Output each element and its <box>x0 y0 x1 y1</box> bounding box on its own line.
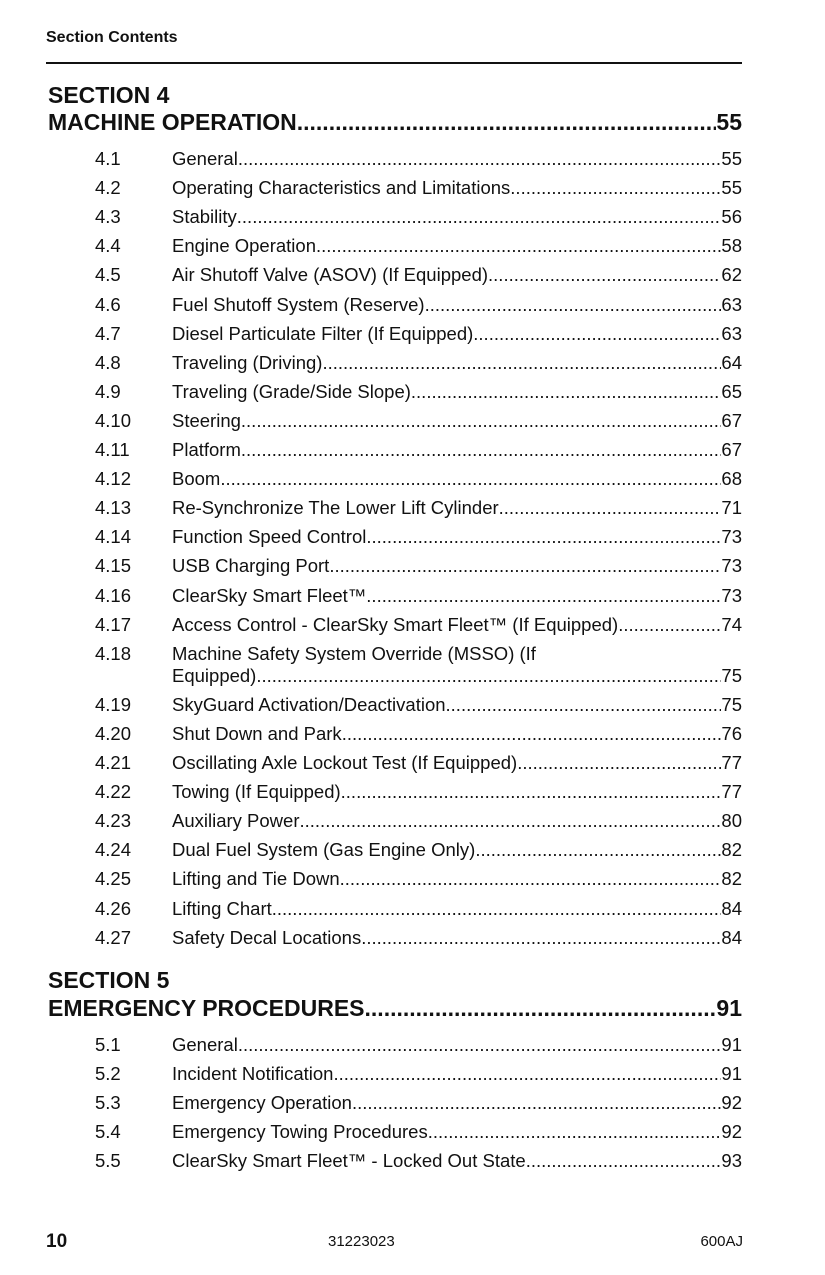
entry-number: 4.2 <box>95 177 121 199</box>
entry-number: 4.4 <box>95 235 121 257</box>
section-label: SECTION 4 <box>48 82 170 108</box>
entry-number: 4.15 <box>95 555 132 577</box>
entry-page: 67 <box>721 409 742 431</box>
entry-title-row <box>172 352 742 374</box>
dot-leader <box>366 585 721 607</box>
section-title-row <box>48 108 742 136</box>
toc-entry <box>95 810 742 832</box>
entry-title-row <box>172 497 742 519</box>
page-header: Section Contents <box>46 29 178 46</box>
section-page: 55 <box>716 109 742 135</box>
dot-leader <box>428 1121 722 1143</box>
entry-title-row <box>172 381 742 403</box>
entry-title: Equipped) <box>172 664 257 686</box>
entry-number: 4.8 <box>95 351 121 373</box>
toc-entry <box>95 839 742 861</box>
entry-title: Emergency Towing Procedures <box>172 1121 428 1143</box>
entry-page: 63 <box>721 322 742 344</box>
entry-number: 5.5 <box>95 1150 121 1172</box>
dot-leader <box>475 839 721 861</box>
entry-page: 65 <box>721 380 742 402</box>
dot-leader <box>297 108 717 136</box>
entry-title-row <box>172 1121 742 1143</box>
entry-title: Access Control - ClearSky Smart Fleet™ (If Equipped) <box>172 613 619 635</box>
entry-number: 4.25 <box>95 868 132 890</box>
entry-title: Shut Down and Park <box>172 722 342 744</box>
dot-leader <box>333 1063 721 1085</box>
entry-title: Steering <box>172 409 241 431</box>
entry-title-row <box>172 1092 742 1114</box>
entry-page: 76 <box>721 722 742 744</box>
dot-leader <box>510 177 721 199</box>
entry-number: 4.24 <box>95 839 132 861</box>
entry-title-row <box>172 177 742 199</box>
entry-page: 73 <box>721 584 742 606</box>
entry-title-row <box>172 898 742 920</box>
dot-leader <box>342 723 722 745</box>
dot-leader <box>473 323 721 345</box>
entry-page: 82 <box>721 839 742 861</box>
entry-number: 4.27 <box>95 926 132 948</box>
entry-page: 68 <box>721 468 742 490</box>
toc-entry <box>95 264 742 286</box>
toc-entry <box>95 585 742 607</box>
dot-leader <box>499 497 722 519</box>
entry-page: 80 <box>721 810 742 832</box>
entry-title-row <box>172 206 742 228</box>
entry-title-row <box>172 723 742 745</box>
toc-entry <box>95 614 742 636</box>
entry-page: 73 <box>721 555 742 577</box>
entry-page: 92 <box>721 1092 742 1114</box>
toc-entry <box>95 294 742 316</box>
entry-title: Boom <box>172 468 221 490</box>
entry-number: 4.9 <box>95 380 121 402</box>
entry-number: 4.13 <box>95 497 132 519</box>
entry-title-row <box>172 323 742 345</box>
document-number: 31223023 <box>328 1233 395 1250</box>
entry-page: 56 <box>721 206 742 228</box>
entry-title-row <box>172 148 742 170</box>
entry-number: 4.6 <box>95 293 121 315</box>
entry-title: SkyGuard Activation/Deactivation <box>172 693 446 715</box>
entry-title-row <box>172 694 742 716</box>
dot-leader <box>618 614 721 636</box>
entry-title: Incident Notification <box>172 1063 334 1085</box>
entry-title: Diesel Particulate Filter (If Equipped) <box>172 322 474 344</box>
toc-entry <box>95 1034 742 1056</box>
entry-title: Towing (If Equipped) <box>172 781 341 803</box>
entry-title-row <box>172 1150 742 1172</box>
entry-page: 71 <box>721 497 742 519</box>
entry-title: Dual Fuel System (Gas Engine Only) <box>172 839 476 861</box>
dot-leader <box>237 206 722 228</box>
toc-entry <box>95 1150 742 1172</box>
entry-title-row <box>172 294 742 316</box>
toc-entry <box>95 781 742 803</box>
entry-title-row <box>172 810 742 832</box>
section-title: MACHINE OPERATION <box>48 109 297 135</box>
entry-title: Engine Operation <box>172 235 316 257</box>
dot-leader <box>341 781 722 803</box>
entry-number: 4.20 <box>95 722 132 744</box>
entry-number: 4.23 <box>95 810 132 832</box>
dot-leader <box>425 294 722 316</box>
entry-title: Fuel Shutoff System (Reserve) <box>172 293 425 315</box>
entry-number: 4.18 <box>95 642 132 664</box>
entry-page: 84 <box>721 897 742 919</box>
dot-leader <box>329 555 721 577</box>
entry-title-row <box>172 927 742 949</box>
toc-entry <box>95 694 742 716</box>
dot-leader <box>220 468 721 490</box>
dot-leader <box>340 868 722 890</box>
entry-title-row <box>172 526 742 548</box>
entry-page: 73 <box>721 526 742 548</box>
entry-number: 4.3 <box>95 206 121 228</box>
toc-entry <box>95 927 742 949</box>
dot-leader <box>517 752 721 774</box>
toc-entry <box>95 1092 742 1114</box>
entry-number: 5.2 <box>95 1063 121 1085</box>
entry-title: Oscillating Axle Lockout Test (If Equipped) <box>172 752 518 773</box>
entry-page: 58 <box>721 235 742 257</box>
header-rule <box>46 62 742 64</box>
entry-title: Lifting Chart <box>172 897 272 919</box>
toc-entry <box>95 323 742 345</box>
dot-leader <box>272 898 722 920</box>
toc-entry <box>95 526 742 548</box>
entry-title: ClearSky Smart Fleet™ <box>172 584 367 606</box>
entry-title-line1: Machine Safety System Override (MSSO) (If <box>172 642 536 664</box>
entry-title-row <box>172 781 742 803</box>
entry-page: 92 <box>721 1121 742 1143</box>
model-number: 600AJ <box>700 1233 743 1250</box>
entry-number: 4.26 <box>95 897 132 919</box>
entry-title-row <box>172 839 742 861</box>
entry-number: 4.12 <box>95 468 132 490</box>
entry-title: Platform <box>172 439 241 460</box>
dot-leader <box>238 1034 722 1056</box>
entry-page: 67 <box>721 439 742 460</box>
entry-page: 55 <box>721 177 742 199</box>
dot-leader <box>238 148 722 170</box>
toc-entry <box>95 381 742 403</box>
section-title: EMERGENCY PROCEDURES <box>48 995 365 1021</box>
entry-number: 4.19 <box>95 693 132 715</box>
dot-leader <box>256 665 721 687</box>
entry-title: Lifting and Tie Down <box>172 868 340 890</box>
entry-title-row <box>172 1034 742 1056</box>
dot-leader <box>365 994 717 1022</box>
toc-entry <box>95 468 742 490</box>
entry-title-row <box>172 752 742 774</box>
entry-title-row <box>172 868 742 890</box>
entry-number: 4.7 <box>95 322 121 344</box>
entry-number: 4.17 <box>95 613 132 635</box>
entry-number: 4.10 <box>95 409 132 431</box>
dot-leader <box>488 264 721 286</box>
toc-entry <box>95 752 742 774</box>
entry-page: 77 <box>721 752 742 773</box>
dot-leader <box>526 1150 722 1172</box>
toc-entry <box>95 555 742 577</box>
toc-entry <box>95 1121 742 1143</box>
entry-title: General <box>172 1034 238 1055</box>
entry-title-row <box>172 555 742 577</box>
entry-number: 5.4 <box>95 1121 121 1143</box>
toc-entry <box>95 439 742 461</box>
dot-leader <box>411 381 722 403</box>
dot-leader <box>241 410 722 432</box>
entry-number: 4.1 <box>95 148 121 169</box>
entry-title: Traveling (Driving) <box>172 351 323 373</box>
entry-page: 75 <box>721 664 742 686</box>
entry-page: 63 <box>721 293 742 315</box>
entry-title: USB Charging Port <box>172 555 330 577</box>
entry-title-row <box>172 264 742 286</box>
dot-leader <box>352 1092 721 1114</box>
toc-entry <box>95 643 742 687</box>
entry-title: Stability <box>172 206 237 228</box>
dot-leader <box>241 439 722 461</box>
dot-leader <box>361 927 721 949</box>
dot-leader <box>366 526 721 548</box>
toc-entry <box>95 148 742 170</box>
entry-title-row <box>172 585 742 607</box>
toc-entry <box>95 352 742 374</box>
entry-page: 74 <box>721 613 742 635</box>
entry-page: 93 <box>721 1150 742 1172</box>
entry-title: Re-Synchronize The Lower Lift Cylinder <box>172 497 499 519</box>
toc-entry <box>95 177 742 199</box>
entry-page: 91 <box>721 1063 742 1085</box>
toc-entry <box>95 868 742 890</box>
entry-title-row <box>172 439 742 461</box>
entry-number: 4.21 <box>95 752 132 773</box>
entry-number: 4.16 <box>95 584 132 606</box>
entry-page: 64 <box>721 351 742 373</box>
toc-entry <box>95 497 742 519</box>
entry-page: 55 <box>721 148 742 169</box>
entry-page: 82 <box>721 868 742 890</box>
entry-title: Air Shutoff Valve (ASOV) (If Equipped) <box>172 264 489 286</box>
entry-title-row <box>172 614 742 636</box>
entry-title: Emergency Operation <box>172 1092 352 1114</box>
entry-title-row <box>172 665 742 687</box>
entry-number: 5.1 <box>95 1034 121 1055</box>
entry-page: 77 <box>721 781 742 803</box>
entry-number: 4.22 <box>95 781 132 803</box>
entry-number: 4.11 <box>95 439 130 460</box>
entry-title: Operating Characteristics and Limitations <box>172 177 511 199</box>
dot-leader <box>446 694 722 716</box>
entry-page: 84 <box>721 926 742 948</box>
toc-entry <box>95 410 742 432</box>
entry-number: 4.5 <box>95 264 121 286</box>
entry-title-row <box>172 235 742 257</box>
entry-title: Function Speed Control <box>172 526 367 548</box>
dot-leader <box>316 235 721 257</box>
entry-title: Traveling (Grade/Side Slope) <box>172 380 411 402</box>
dot-leader <box>322 352 721 374</box>
toc-entry <box>95 1063 742 1085</box>
entry-title: Safety Decal Locations <box>172 926 362 948</box>
entry-title: ClearSky Smart Fleet™ - Locked Out State <box>172 1150 526 1172</box>
toc-entry <box>95 898 742 920</box>
entry-page: 75 <box>721 693 742 715</box>
toc-entry <box>95 235 742 257</box>
entry-title-row <box>172 410 742 432</box>
entry-page: 62 <box>721 264 742 286</box>
entry-number: 5.3 <box>95 1092 121 1114</box>
section-page: 91 <box>716 995 742 1021</box>
toc-entry <box>95 723 742 745</box>
dot-leader <box>300 810 722 832</box>
entry-number: 4.14 <box>95 526 132 548</box>
entry-title: Auxiliary Power <box>172 810 300 832</box>
entry-title-row <box>172 468 742 490</box>
toc-entry <box>95 206 742 228</box>
entry-title-row <box>172 1063 742 1085</box>
entry-page: 91 <box>721 1034 742 1055</box>
section-label: SECTION 5 <box>48 967 170 993</box>
section-title-row <box>48 994 742 1022</box>
entry-title: General <box>172 148 238 169</box>
page-number: 10 <box>46 1231 68 1252</box>
